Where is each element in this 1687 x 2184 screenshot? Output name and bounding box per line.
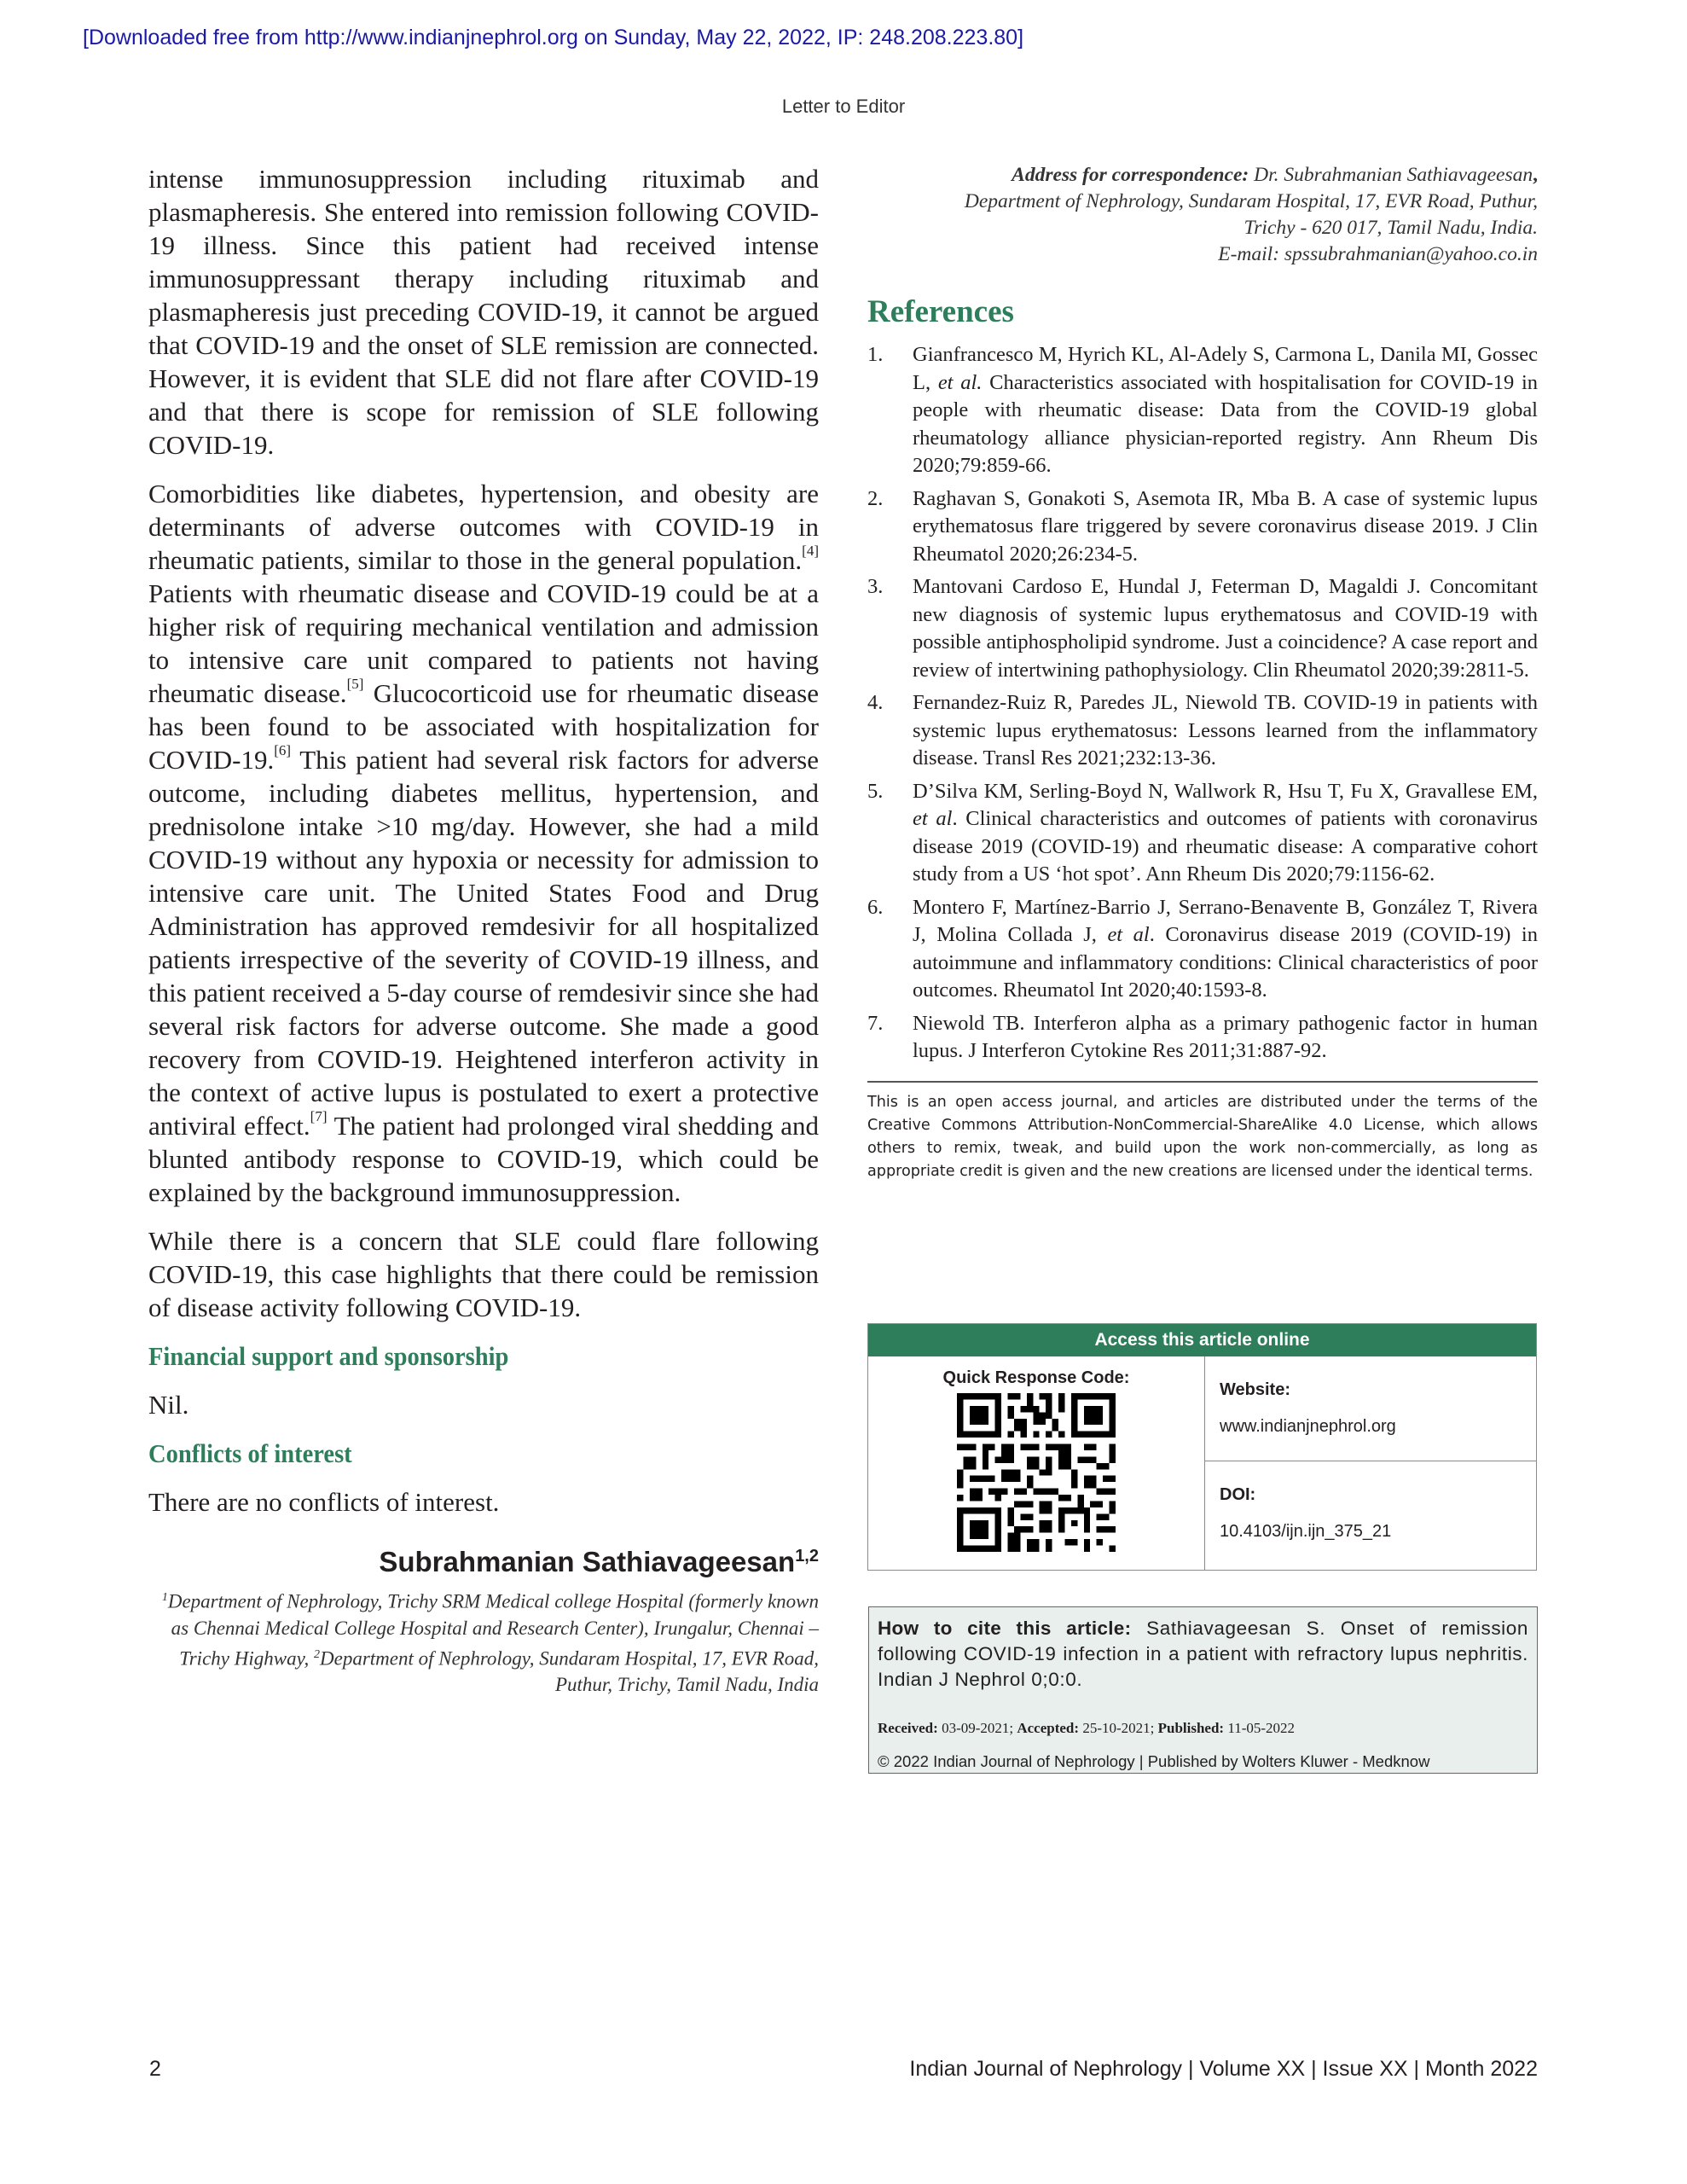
financial-support-text: Nil. bbox=[148, 1390, 189, 1420]
reference-etal: et al bbox=[913, 807, 953, 830]
cite-body: Sathiavageesan S. Onset of remission following COVID-19 infection in a patient with refractory lupus nephritis. Indian J Nephrol 0;0:0. bbox=[878, 1618, 1528, 1690]
author-affiliation bbox=[148, 1584, 819, 1698]
author-name bbox=[148, 1539, 819, 1579]
body-paragraph-2 bbox=[148, 477, 819, 1209]
doi-cell bbox=[1205, 1461, 1536, 1570]
access-article-box bbox=[867, 1323, 1537, 1571]
reference-text: . Clinical characteristics and outcomes of patients with coronavirus disease 2019 (COVID-19) and rheumatic disease: A comparative cohort study from a US ‘hot spot’. Ann Rheum Dis 2020;79:1156-62. bbox=[913, 807, 1538, 886]
reference-number: 5. bbox=[867, 779, 884, 803]
body-paragraph-3: While there is a concern that SLE could flare following COVID-19, this case highlights that there could be remission of disease activity following COVID-19. bbox=[148, 1226, 819, 1322]
correspondence-email[interactable]: E-mail: spssubrahmanian@yahoo.co.in bbox=[1218, 243, 1538, 265]
reference-text: Fernandez-Ruiz R, Paredes JL, Niewold TB. COVID-19 in patients with systemic lupus erythematosus: Lessons learned from the inflammatory disease. Transl Res 2021;232:13-36. bbox=[913, 691, 1538, 770]
reference-item-2 bbox=[867, 485, 1538, 569]
received-date: 03-09-2021; bbox=[937, 1720, 1017, 1736]
page-number: 2 bbox=[149, 2057, 161, 2081]
body-text: Glucocorticoid use for rheumatic disease has been found to be associated with hospitalization for COVID-19. bbox=[148, 678, 819, 775]
body-text: The patient had prolonged viral shedding and blunted antibody response to COVID-19, which could be explained by the background immunosuppression. bbox=[148, 1111, 819, 1207]
access-box-header: Access this article online bbox=[868, 1324, 1536, 1356]
citation-4[interactable]: [4] bbox=[802, 543, 819, 559]
correspondence-name: Dr. Subrahmanian Sathiavageesan bbox=[1249, 164, 1533, 186]
reference-text: Characteristics associated with hospitalisation for COVID-19 in people with rheumatic disease: Data from the COVID-19 global rheumatology alliance physician-reported registry. Ann Rheum Dis 2020;79:859-66. bbox=[913, 370, 1538, 477]
right-column bbox=[867, 162, 1538, 1183]
journal-footer: Indian Journal of Nephrology | Volume XX | Issue XX | Month 2022 bbox=[909, 2057, 1538, 2081]
correspondence-label: Address for correspondence: bbox=[1012, 164, 1249, 186]
received-label: Received: bbox=[878, 1720, 938, 1736]
published-date: 11-05-2022 bbox=[1224, 1720, 1296, 1736]
accepted-date: 25-10-2021; bbox=[1079, 1720, 1158, 1736]
references-heading: References bbox=[867, 294, 1014, 329]
qr-section bbox=[868, 1356, 1205, 1570]
reference-number: 2. bbox=[867, 486, 884, 510]
left-column bbox=[148, 162, 819, 1698]
reference-text: Mantovani Cardoso E, Hundal J, Feterman D, Magaldi J. Concomitant new diagnosis of systemic lupus erythematosus and COVID-19 with possible antiphospholipid syndrome. Just a coincidence? A case report and review of intertwining pathophysiology. Clin Rheumatol 2020;39:2811-5. bbox=[913, 575, 1538, 682]
reference-item-4 bbox=[867, 689, 1538, 773]
qr-code-icon[interactable] bbox=[957, 1393, 1116, 1552]
reference-text: Gianfrancesco M, Hyrich KL, Al-Adely S, Carmona L, Danila MI, Gossec L, bbox=[913, 343, 1538, 394]
website-link[interactable]: www.indianjnephrol.org bbox=[1220, 1417, 1396, 1436]
body-text: Comorbidities like diabetes, hypertension, and obesity are determinants of adverse outcomes with COVID-19 in rheumatic patients, similar to those in the general population. bbox=[148, 479, 819, 575]
reference-number: 1. bbox=[867, 343, 884, 366]
citation-7[interactable]: [7] bbox=[310, 1108, 328, 1124]
affil-sup-2: 2 bbox=[314, 1647, 321, 1661]
download-banner: [Downloaded free from http://www.indianjnephrol.org on Sunday, May 22, 2022, IP: 248.208.223.80] bbox=[83, 26, 1024, 49]
author-name-text: Subrahmanian Sathiavageesan bbox=[379, 1546, 796, 1577]
reference-text: Niewold TB. Interferon alpha as a primary pathogenic factor in human lupus. J Interferon Cytokine Res 2011;31:887-92. bbox=[913, 1011, 1538, 1062]
website-label: Website: bbox=[1220, 1380, 1290, 1399]
section-label: Letter to Editor bbox=[781, 96, 906, 117]
license-divider bbox=[867, 1081, 1538, 1083]
qr-label: Quick Response Code: bbox=[942, 1368, 1130, 1387]
body-paragraph-1: intense immunosuppression including rituximab and plasmapheresis. She entered into remission following COVID-19 illness. Since this patient had received intense immunosuppressant therapy including rituximab and plasmapheresis just preceding COVID-19, it cannot be argued that COVID-19 and the onset of SLE remission are connected. However, it is evident that SLE did not flare after COVID-19 and that there is scope for remission of SLE following COVID-19. bbox=[148, 164, 819, 460]
reference-number: 7. bbox=[867, 1011, 884, 1035]
references-list bbox=[867, 341, 1538, 1066]
author-affiliation-sup: 1,2 bbox=[795, 1547, 819, 1565]
reference-item-6 bbox=[867, 894, 1538, 1005]
body-text: Patients with rheumatic disease and COVID-19 could be at a higher risk of requiring mechanical ventilation and admission to intensive care unit compared to patients not having rheumatic disease. bbox=[148, 578, 819, 708]
conflicts-heading: Conflicts of interest bbox=[148, 1438, 352, 1468]
affil-sup-1: 1 bbox=[161, 1591, 168, 1604]
accepted-label: Accepted: bbox=[1017, 1720, 1080, 1736]
reference-text: . Coronavirus disease 2019 (COVID-19) in autoimmune and inflammatory conditions: Clinical characteristics of poor outcomes. Rheumatol Int 2020;40:1593-8. bbox=[913, 923, 1538, 1002]
correspondence-line-2: Department of Nephrology, Sundaram Hospital, 17, EVR Road, Puthur, bbox=[964, 190, 1538, 212]
reference-item-7 bbox=[867, 1010, 1538, 1066]
reference-number: 3. bbox=[867, 575, 884, 598]
citation-5[interactable]: [5] bbox=[346, 676, 364, 692]
author-block bbox=[148, 1539, 819, 1698]
cite-label: How to cite this article: bbox=[878, 1618, 1132, 1639]
doi-link[interactable]: 10.4103/ijn.ijn_375_21 bbox=[1220, 1522, 1392, 1541]
correspondence-address bbox=[867, 162, 1538, 268]
website-cell bbox=[1205, 1356, 1536, 1461]
cite-text bbox=[878, 1616, 1528, 1693]
affil-2: Department of Nephrology, Sundaram Hospital, 17, EVR Road, Puthur, Trichy, Tamil Nadu, India bbox=[320, 1647, 819, 1696]
body-text: This patient had several risk factors for adverse outcome, including diabetes mellitus, hypertension, and prednisolone intake >10 mg/day. However, she had a mild COVID-19 without any hypoxia or necessity for admission to intensive care unit. The United States Food and Drug Administration has approved remdesivir for all hospitalized patients irrespective of the severity of COVID-19 illness, and this patient received a 5-day course of remdesivir since she had several risk factors for adverse outcome. She made a good recovery from COVID-19. Heightened interferon activity in the context of active lupus is postulated to exert a protective antiviral effect. bbox=[148, 745, 819, 1141]
reference-item-5 bbox=[867, 778, 1538, 889]
article-links-section bbox=[1205, 1356, 1536, 1570]
reference-text: D’Silva KM, Serling-Boyd N, Wallwork R, Hsu T, Fu X, Gravallese EM, bbox=[913, 779, 1538, 803]
citation-6[interactable]: [6] bbox=[274, 742, 292, 758]
financial-support-heading: Financial support and sponsorship bbox=[148, 1341, 509, 1371]
reference-etal: et al bbox=[1107, 923, 1150, 946]
affil-1: Department of Nephrology, Trichy SRM Medical college Hospital (formerly known as Chennai Medical College Hospital and Research Center), Irungalur, Chennai – Trichy Highway, bbox=[167, 1590, 819, 1670]
article-dates bbox=[878, 1720, 1528, 1737]
reference-number: 6. bbox=[867, 895, 884, 919]
reference-text: Montero F, Martínez-Barrio J, Serrano-Benavente B, González T, Rivera J, Molina Collada J, bbox=[913, 895, 1538, 946]
reference-number: 4. bbox=[867, 691, 884, 714]
reference-text: Raghavan S, Gonakoti S, Asemota IR, Mba B. A case of systemic lupus erythematosus flare triggered by severe coronavirus disease 2019. J Clin Rheumatol 2020;26:234-5. bbox=[913, 486, 1538, 566]
reference-item-3 bbox=[867, 573, 1538, 684]
license-text: This is an open access journal, and articles are distributed under the terms of the Creative Commons Attribution-NonCommercial-ShareAlike 4.0 License, which allows others to remix, tweak, and build upon the work non-commercially, as long as appropriate credit is given and the new creations are licensed under the identical terms. bbox=[867, 1093, 1538, 1180]
reference-etal: et al. bbox=[937, 370, 983, 394]
correspondence-comma: , bbox=[1533, 164, 1538, 186]
conflicts-text: There are no conflicts of interest. bbox=[148, 1487, 500, 1517]
cite-article-box bbox=[868, 1606, 1538, 1774]
copyright-notice: © 2022 Indian Journal of Nephrology | Published by Wolters Kluwer - Medknow bbox=[878, 1752, 1430, 1770]
published-label: Published: bbox=[1157, 1720, 1225, 1736]
reference-item-1 bbox=[867, 341, 1538, 480]
doi-label: DOI: bbox=[1220, 1485, 1256, 1504]
correspondence-line-3: Trichy - 620 017, Tamil Nadu, India. bbox=[1244, 217, 1538, 239]
